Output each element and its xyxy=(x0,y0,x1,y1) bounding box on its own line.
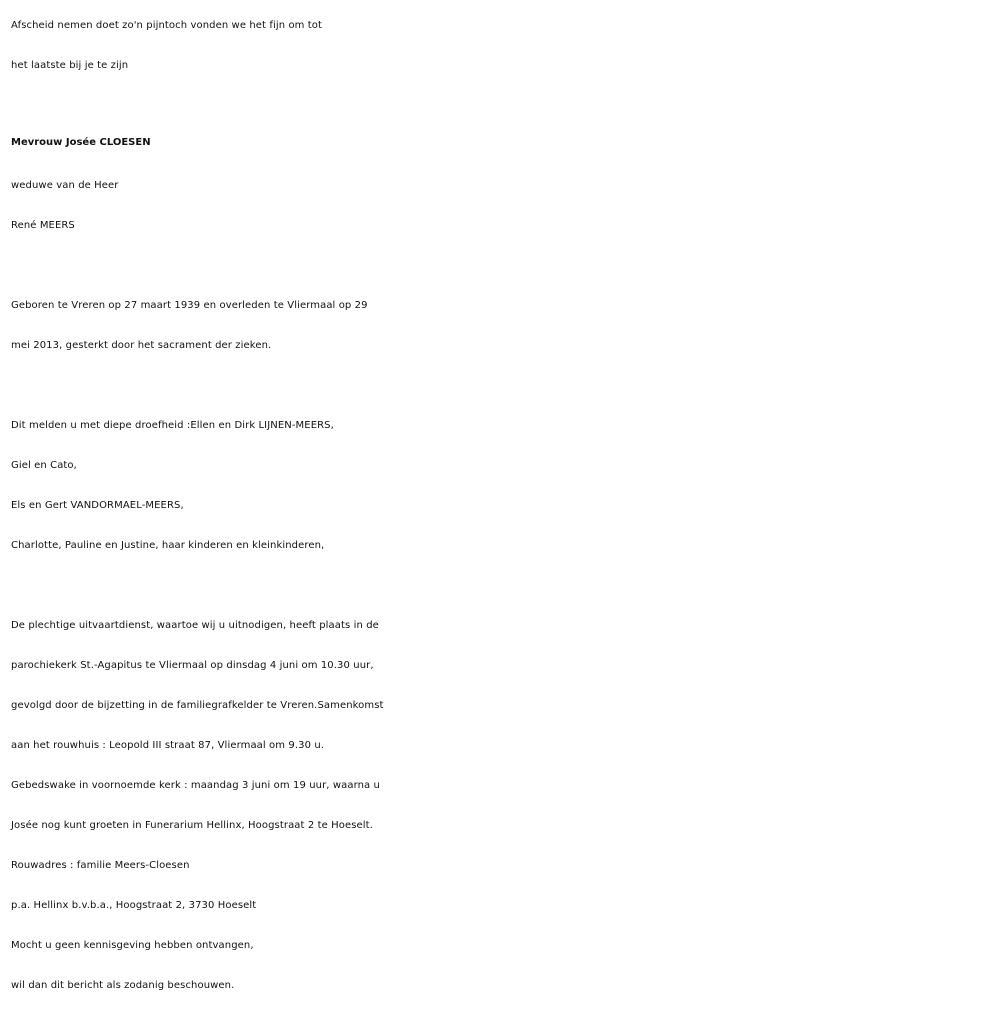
deceased-name: Mevrouw Josée CLOESEN xyxy=(11,137,151,148)
service-line: wil dan dit bericht als zodanig beschouwen. xyxy=(11,980,235,991)
motto xyxy=(11,6,991,86)
spouse-name: René MEERS xyxy=(11,220,75,231)
service-line: Rouwadres : familie Meers-Cloesen xyxy=(11,860,190,871)
birth-death-line: Geboren te Vreren op 27 maart 1939 en overleden te Vliermaal op 29 xyxy=(11,300,368,311)
service-line: Josée nog kunt groeten in Funerarium Hellinx, Hoogstraat 2 te Hoeselt. xyxy=(11,820,373,831)
birth-death-line: mei 2013, gesterkt door het sacrament der zieken. xyxy=(11,340,272,351)
obituary-notice xyxy=(11,0,991,1006)
announcers-paragraph xyxy=(11,406,991,566)
birth-death-paragraph xyxy=(11,286,991,366)
announcer-line: Giel en Cato, xyxy=(11,460,77,471)
spacer xyxy=(11,366,991,406)
announcer-line: Els en Gert VANDORMAEL-MEERS, xyxy=(11,500,184,511)
spacer xyxy=(11,246,991,286)
spouse-info xyxy=(11,166,991,246)
spacer xyxy=(11,566,991,606)
announcer-line: Dit melden u met diepe droefheid :Ellen en Dirk LIJNEN-MEERS, xyxy=(11,420,334,431)
service-line: Gebedswake in voornoemde kerk : maandag 3 juni om 19 uur, waarna u xyxy=(11,780,380,791)
motto-line: het laatste bij je te zijn xyxy=(11,60,129,71)
service-line: Mocht u geen kennisgeving hebben ontvangen, xyxy=(11,940,254,951)
relation-text: weduwe van de Heer xyxy=(11,180,119,191)
motto-line: Afscheid nemen doet zo'n pijntoch vonden we het fijn om tot xyxy=(11,20,323,31)
service-line: aan het rouwhuis : Leopold III straat 87, Vliermaal om 9.30 u. xyxy=(11,740,325,751)
service-line: gevolgd door de bijzetting in de familiegrafkelder te Vreren.Samenkomst xyxy=(11,700,384,711)
service-line: De plechtige uitvaartdienst, waartoe wij u uitnodigen, heeft plaats in de xyxy=(11,620,379,631)
service-line: parochiekerk St.-Agapitus te Vliermaal op dinsdag 4 juni om 10.30 uur, xyxy=(11,660,374,671)
service-paragraph xyxy=(11,606,991,1006)
announcer-line: Charlotte, Pauline en Justine, haar kinderen en kleinkinderen, xyxy=(11,540,325,551)
service-line: p.a. Hellinx b.v.b.a., Hoogstraat 2, 3730 Hoeselt xyxy=(11,900,257,911)
